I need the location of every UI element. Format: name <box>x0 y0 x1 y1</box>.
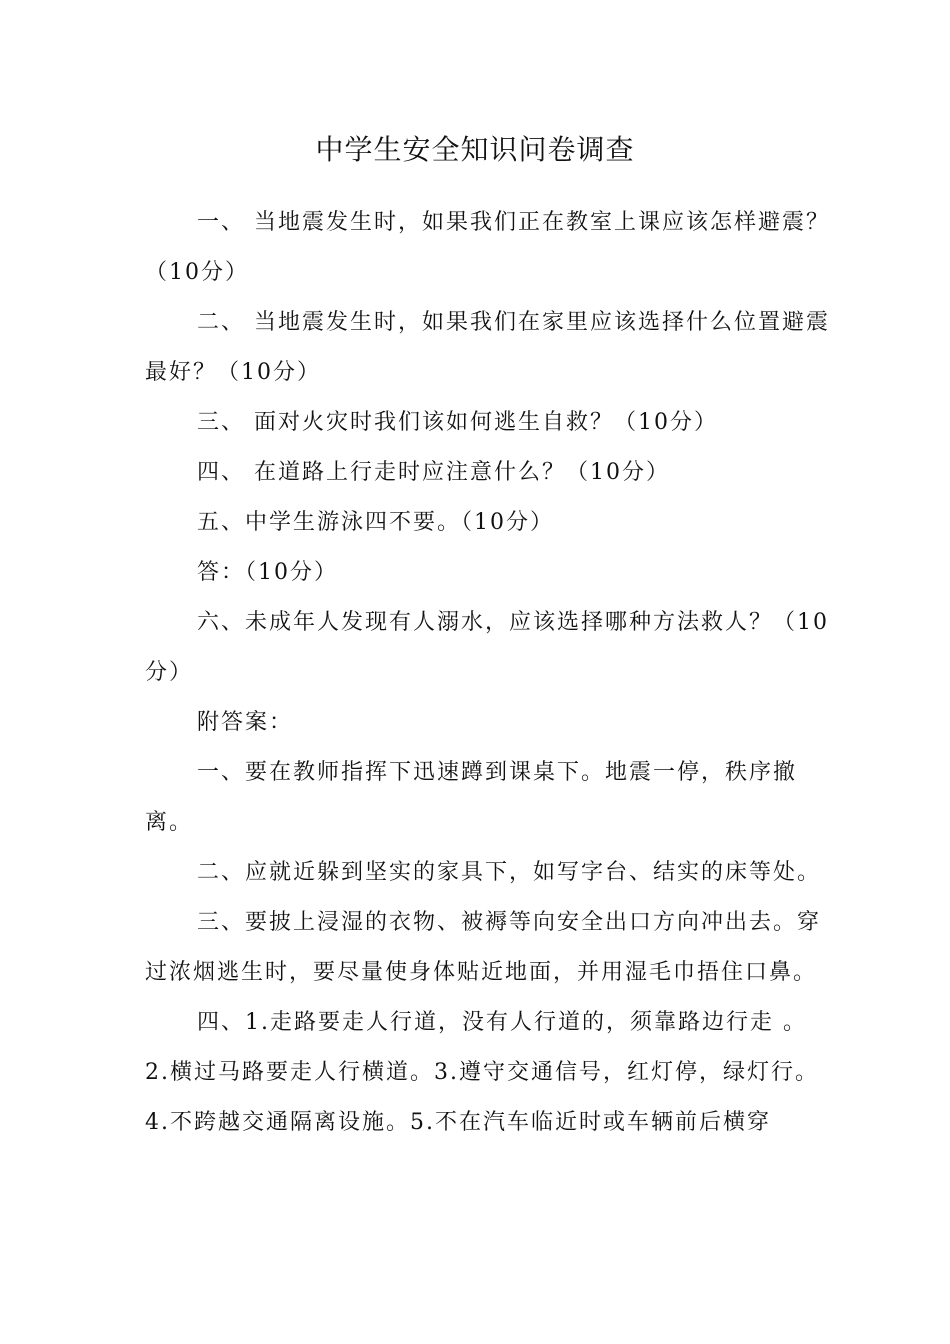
answer-4: 四、1.走路要走人行道，没有人行道的，须靠路边行走 。2.横过马路要走人行横道。3.遵守交通信号，红灯停，绿灯行。4.不跨越交通隔离设施。5.不在汽车临近时或车辆前后横穿 <box>145 1010 819 1135</box>
question-1: 一、 当地震发生时，如果我们正在教室上课应该怎样避震？（10分） <box>145 210 830 285</box>
answer-3: 三、要披上浸湿的衣物、被褥等向安全出口方向冲出去。穿过浓烟逃生时，要尽量使身体贴近地面，并用湿毛巾捂住口鼻。 <box>145 910 822 985</box>
answer-header: 附答案： <box>197 710 294 735</box>
answer-1: 一、要在教师指挥下迅速蹲到课桌下。地震一停，秩序撤离。 <box>145 760 798 835</box>
question-3: 三、 面对火灾时我们该如何逃生自救？（10分） <box>197 410 718 435</box>
question-6: 六、未成年人发现有人溺水，应该选择哪种方法救人？（10分） <box>145 610 829 685</box>
question-5: 五、中学生游泳四不要。（10分） <box>197 510 554 535</box>
document-body <box>145 198 830 1148</box>
question-2: 二、 当地震发生时，如果我们在家里应该选择什么位置避震最好？（10分） <box>145 310 830 385</box>
answer-prompt: 答：（10分） <box>197 560 338 585</box>
answer-2: 二、应就近躲到坚实的家具下，如写字台、结实的床等处。 <box>197 860 822 885</box>
question-4: 四、 在道路上行走时应注意什么？（10分） <box>197 460 670 485</box>
page-title: 中学生安全知识问卷调查 <box>315 133 635 166</box>
